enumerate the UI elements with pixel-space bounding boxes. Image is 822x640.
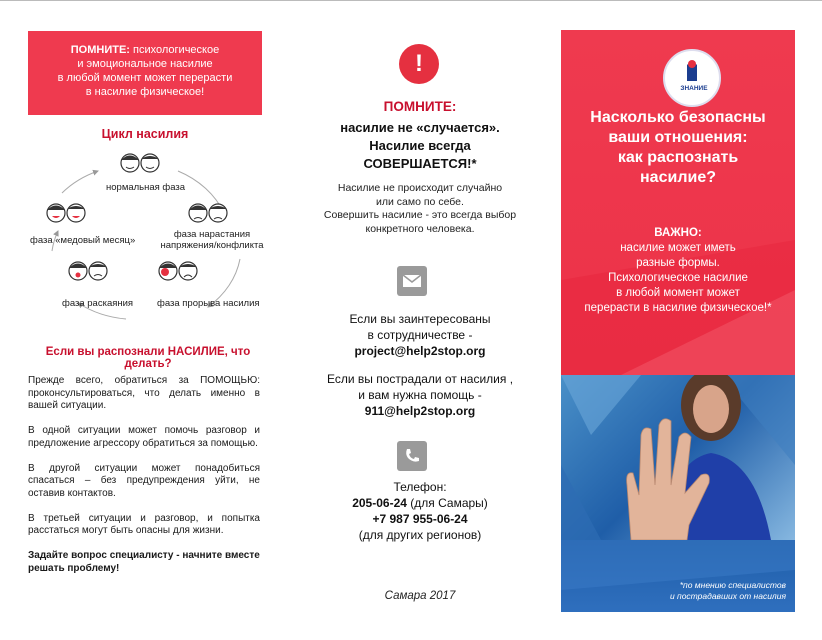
mail-icon	[397, 266, 427, 296]
advice-final: Задайте вопрос специалисту - начните вместе решать проблему!	[28, 550, 260, 574]
middle-explanation	[290, 182, 550, 236]
what-to-do-heading: Если вы распознали НАСИЛИЕ, что делать?	[45, 346, 251, 370]
middle-bold-statement	[290, 119, 550, 173]
help-line-1: Если вы пострадали от насилия ,	[326, 372, 514, 386]
knowledge-logo-icon	[663, 49, 721, 107]
middle-remember: ПОМНИТЕ:	[383, 99, 457, 114]
cover-title	[561, 108, 795, 188]
title-line-3: как распознать	[617, 149, 739, 166]
advice-text	[28, 375, 260, 588]
phase-tension-line-1: фаза нарастания	[173, 229, 251, 240]
important-line-2: разные формы.	[636, 257, 720, 269]
cover-blue-footer	[561, 540, 795, 612]
important-line-5: перерасти в насилие физическое!*	[584, 302, 772, 314]
cover-red-area	[561, 30, 795, 375]
cover-panel	[561, 30, 795, 612]
text-line-2: или само по себе.	[376, 195, 464, 208]
cover-footnote	[670, 580, 786, 601]
city-year: Самара 2017	[384, 590, 456, 602]
title-line-1: Насколько безопасны	[590, 109, 766, 126]
advice-paragraph-1: Прежде всего, обратиться за ПОМОЩЬЮ: проконсультироваться, что делать именно в вашей ситуации.	[28, 375, 260, 411]
advice-paragraph-3: В другой ситуации может понадобиться спасаться – без предупреждения уйти, не оставив контактов.	[28, 462, 260, 499]
callout-strong: ПОМНИТЕ:	[70, 44, 130, 56]
callout-line-3: в любой момент может перерасти	[57, 72, 233, 84]
cycle-title: Цикл насилия	[101, 127, 189, 141]
important-line-4: в любой момент может	[616, 287, 740, 299]
remember-callout	[28, 31, 262, 115]
logo-text: ЗНАНИЕ	[680, 85, 708, 92]
advice-paragraph-2: В одной ситуации может помочь разговор и предложение агрессору обратиться за помощью.	[28, 425, 260, 449]
important-block	[561, 226, 795, 316]
couple-face-icon	[121, 154, 159, 172]
phone-samara[interactable]: 205-06-24	[352, 496, 407, 510]
footnote-line-1: *по мнению специалистов	[679, 580, 786, 590]
phone-label: Телефон:	[393, 480, 447, 494]
text-line-3: Совершить насилие - это всегда выбор	[323, 209, 517, 221]
couple-face-icon	[47, 204, 85, 222]
cycle-arrow-5	[62, 171, 98, 193]
phase-honeymoon: фаза «медовый месяц»	[30, 235, 136, 246]
advice-paragraph-4: В третьей ситуации и разговор, и попытка расстаться могут быть опасны для жизни.	[28, 512, 260, 536]
bold-line-1: насилие не «случается».	[340, 120, 500, 135]
phone-samara-note: (для Самары)	[406, 496, 488, 510]
footnote-line-2: и пострадавших от насилия	[669, 590, 786, 601]
important-label: ВАЖНО:	[654, 227, 702, 239]
bold-line-2: Насилие всегда	[369, 138, 471, 153]
phone-block	[290, 479, 550, 543]
phase-tension-line-2: напряжения/конфликта	[160, 240, 264, 251]
text-line-1: Насилие не происходит случайно	[337, 182, 503, 194]
callout-line-2: и эмоциональное насилие	[77, 58, 213, 70]
title-line-2: ваши отношения:	[608, 129, 748, 146]
couple-face-icon	[159, 262, 197, 280]
phone-other-note: (для других регионов)	[358, 528, 482, 542]
help-email-link[interactable]: 911@help2stop.org	[364, 404, 476, 418]
phase-breakthrough: фаза прорыва насилия	[157, 298, 260, 309]
important-line-3: Психологическое насилие	[608, 272, 748, 284]
stop-hand-photo	[561, 375, 795, 540]
text-line-4: конкретного человека.	[365, 222, 475, 235]
alert-icon: !	[399, 44, 439, 84]
title-line-4: насилие?	[640, 169, 716, 186]
couple-face-icon	[69, 262, 107, 280]
cooperation-line-1: Если вы заинтересованы	[349, 312, 491, 326]
phone-other[interactable]: +7 987 955-06-24	[372, 512, 468, 526]
help-line-2: и вам нужна помощь -	[358, 388, 482, 402]
phase-normal: нормальная фаза	[106, 182, 186, 193]
callout-line-1: психологическое	[133, 44, 220, 56]
callout-line-4: в насилие физическое!	[85, 86, 205, 98]
cooperation-email-link[interactable]: project@help2stop.org	[354, 344, 486, 358]
phase-tension	[158, 229, 266, 251]
couple-face-icon	[189, 204, 227, 222]
contact-block	[290, 311, 550, 419]
phase-remorse: фаза раскаяния	[62, 298, 134, 309]
cooperation-line-2: в сотрудничестве -	[367, 328, 473, 342]
phone-icon	[397, 441, 427, 471]
bold-line-3: СОВЕРШАЕТСЯ!*	[363, 156, 477, 171]
important-line-1: насилие может иметь	[620, 242, 736, 254]
